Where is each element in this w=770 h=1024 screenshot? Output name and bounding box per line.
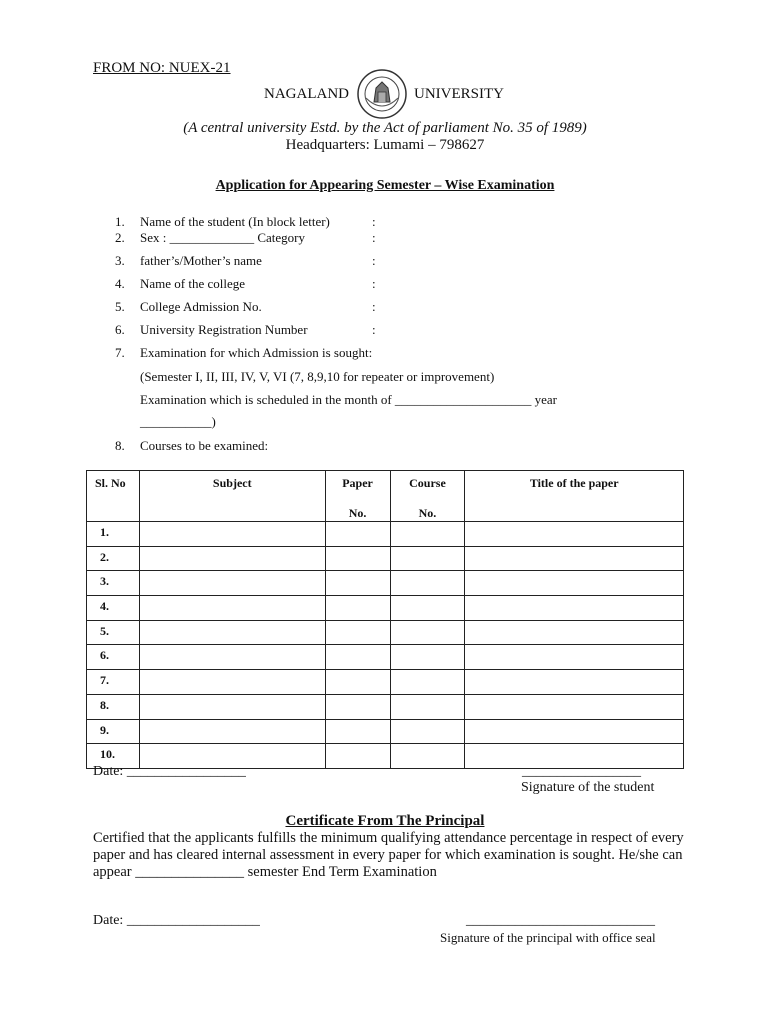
university-subtitle: (A central university Estd. by the Act of parliament No. 35 of 1989) <box>183 120 587 136</box>
course-no-cell[interactable] <box>390 645 465 670</box>
header-course: Course <box>409 476 446 490</box>
title-cell[interactable] <box>465 670 684 695</box>
item-parent-name: father’s/Mother’s name <box>140 253 262 268</box>
item-sex-category: Sex : _____________ Category <box>140 230 306 245</box>
course-no-cell[interactable] <box>390 719 465 744</box>
subject-cell[interactable] <box>139 546 325 571</box>
paper-no-cell[interactable] <box>325 596 390 621</box>
table-row <box>87 546 684 571</box>
title-cell[interactable] <box>465 571 684 596</box>
item-colon: : <box>372 253 376 268</box>
item-courses: Courses to be examined: <box>140 438 269 453</box>
header-title: Title of the paper <box>465 471 684 522</box>
application-title: Application for Appearing Semester – Wise Examination <box>215 178 555 193</box>
row-sl-no: 9. <box>87 719 140 744</box>
header-course-no-suffix: No. <box>418 506 437 520</box>
student-signature-line[interactable]: _________________ <box>522 764 641 779</box>
course-no-cell[interactable] <box>390 546 465 571</box>
table-row <box>87 571 684 596</box>
item-admission-no: College Admission No. <box>140 299 262 314</box>
table-row <box>87 620 684 645</box>
item-examination: Examination for which Admission is sought: <box>140 345 373 360</box>
form-number: FROM NO: NUEX-21 <box>93 60 231 76</box>
subject-cell[interactable] <box>139 620 325 645</box>
row-sl-no: 8. <box>87 694 140 719</box>
row-sl-no: 10. <box>87 744 140 769</box>
paper-no-cell[interactable] <box>325 670 390 695</box>
table-row <box>87 596 684 621</box>
subject-cell[interactable] <box>139 571 325 596</box>
item-number: 4. <box>115 276 125 291</box>
row-sl-no: 5. <box>87 620 140 645</box>
header-paper-no <box>325 471 390 522</box>
course-no-cell[interactable] <box>390 694 465 719</box>
paper-no-cell[interactable] <box>325 522 390 547</box>
paper-no-cell[interactable] <box>325 620 390 645</box>
subject-cell[interactable] <box>139 596 325 621</box>
subject-cell[interactable] <box>139 670 325 695</box>
table-row <box>87 645 684 670</box>
item-colon: : <box>372 230 376 245</box>
university-name-right: UNIVERSITY <box>414 86 504 102</box>
item-college-name: Name of the college <box>140 276 246 291</box>
table-row <box>87 522 684 547</box>
course-no-cell[interactable] <box>390 522 465 547</box>
item-number: 7. <box>115 345 125 360</box>
student-signature-label: Signature of the student <box>521 780 655 795</box>
table-row <box>87 719 684 744</box>
item-number: 6. <box>115 322 125 337</box>
title-cell[interactable] <box>465 694 684 719</box>
student-date-field[interactable]: Date: _________________ <box>93 764 246 779</box>
item-semester-note: (Semester I, II, III, IV, V, VI (7, 8,9,10 for repeater or improvement) <box>140 369 495 384</box>
principal-signature-line[interactable]: ___________________________ <box>466 913 655 928</box>
item-number: 5. <box>115 299 125 314</box>
row-sl-no: 2. <box>87 546 140 571</box>
table-row <box>87 670 684 695</box>
university-seal-icon <box>356 68 408 120</box>
row-sl-no: 7. <box>87 670 140 695</box>
title-cell[interactable] <box>465 522 684 547</box>
certificate-title: Certificate From The Principal <box>285 813 485 829</box>
paper-no-cell[interactable] <box>325 719 390 744</box>
paper-no-cell[interactable] <box>325 571 390 596</box>
courses-table <box>86 470 684 769</box>
university-name-left: NAGALAND <box>264 86 349 102</box>
paper-no-cell[interactable] <box>325 546 390 571</box>
item-number: 2. <box>115 230 125 245</box>
subject-cell[interactable] <box>139 719 325 744</box>
row-sl-no: 6. <box>87 645 140 670</box>
item-exam-year-blank: ___________) <box>140 414 216 429</box>
title-cell[interactable] <box>465 620 684 645</box>
item-number: 8. <box>115 438 125 453</box>
header-sl-no: Sl. No <box>87 471 140 522</box>
row-sl-no: 3. <box>87 571 140 596</box>
course-no-cell[interactable] <box>390 596 465 621</box>
header-paper-no-suffix: No. <box>348 506 367 520</box>
row-sl-no: 4. <box>87 596 140 621</box>
item-colon: : <box>372 276 376 291</box>
header-paper: Paper <box>342 476 373 490</box>
subject-cell[interactable] <box>139 694 325 719</box>
course-no-cell[interactable] <box>390 571 465 596</box>
course-no-cell[interactable] <box>390 670 465 695</box>
paper-no-cell[interactable] <box>325 645 390 670</box>
item-colon: : <box>372 322 376 337</box>
paper-no-cell[interactable] <box>325 694 390 719</box>
item-number: 3. <box>115 253 125 268</box>
title-cell[interactable] <box>465 645 684 670</box>
item-colon: : <box>372 299 376 314</box>
title-cell[interactable] <box>465 546 684 571</box>
title-cell[interactable] <box>465 719 684 744</box>
item-student-name: Name of the student (In block letter) <box>140 214 330 229</box>
headquarters: Headquarters: Lumami – 798627 <box>285 137 485 153</box>
principal-date-field[interactable]: Date: ___________________ <box>93 913 260 928</box>
subject-cell[interactable] <box>139 645 325 670</box>
header-subject: Subject <box>139 471 325 522</box>
item-registration-no: University Registration Number <box>140 322 308 337</box>
certificate-body: Certified that the applicants fulfills the minimum qualifying attendance percentage in respect of every paper and has cleared internal assessment in every paper for which examination is sought. He/she can appear _______________ semester End Term Examination <box>93 830 684 880</box>
course-no-cell[interactable] <box>390 620 465 645</box>
title-cell[interactable] <box>465 596 684 621</box>
item-number: 1. <box>115 214 125 229</box>
item-exam-schedule: Examination which is scheduled in the month of _____________________ year <box>140 392 558 407</box>
subject-cell[interactable] <box>139 522 325 547</box>
table-row <box>87 694 684 719</box>
table-header-row <box>87 471 684 522</box>
principal-signature-label: Signature of the principal with office seal <box>440 930 656 945</box>
paper-no-cell[interactable] <box>325 744 390 769</box>
course-no-cell[interactable] <box>390 744 465 769</box>
row-sl-no: 1. <box>87 522 140 547</box>
item-colon: : <box>372 214 376 229</box>
header-course-no <box>390 471 465 522</box>
